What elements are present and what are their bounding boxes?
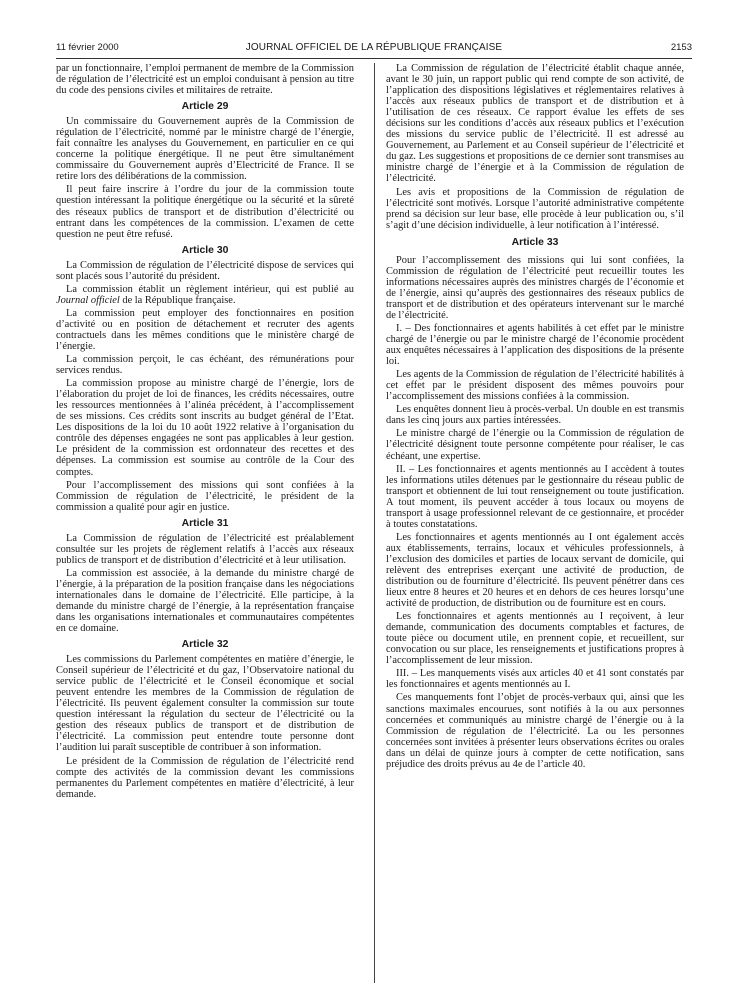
paragraph: Les fonctionnaires et agents mentionnés au I reçoivent, à leur demande, communication des documents comptables et factures, de toute pièce ou document utile, en prennent copie, et recueillent, sur convocation ou sur place, les renseignements et justifications propres à l’accomplissement de leur mission. <box>386 611 684 667</box>
paragraph: Les enquêtes donnent lieu à procès-verbal. Un double en est transmis dans les cinq jours aux parties intéressées. <box>386 404 684 427</box>
paragraph: par un fonctionnaire, l’emploi permanent de membre de la Commission de régulation de l’électricité est un emploi conduisant à pension au titre du code des pensions civiles et militaires de retraite. <box>56 63 354 97</box>
paragraph: Les fonctionnaires et agents mentionnés au I ont également accès aux établissements, terrains, locaux et véhicules professionnels, à l’exclusion des domiciles et parties de locaux servant de domicile, qui relèvent des entreprises exerçant une activité de production, de distribution ou de fourniture d’électricité. Ils peuvent pénétrer dans ces lieux entre 8 heures et 20 heures et en dehors de ces heures lorsqu’une activité de production, de distribution ou de fourniture est en cours. <box>386 531 684 610</box>
header-date: 11 février 2000 <box>56 42 119 53</box>
paragraph: Pour l’accomplissement des missions qui sont confiées à la Commission de régulation de l’électricité, le président de la commission a qualité pour agir en justice. <box>56 479 354 513</box>
paragraph: La Commission de régulation de l’électricité dispose de services qui sont placés sous l’autorité du président. <box>56 259 354 282</box>
article-heading: Article 32 <box>181 639 229 651</box>
paragraph <box>56 284 354 306</box>
paragraph: La commission peut employer des fonctionnaires en position d’activité ou en position de détachement et recruter des agents contractuels dans les mêmes conditions que le ministère chargé de l’énergie. <box>56 307 354 352</box>
page-header <box>56 42 692 56</box>
page-number: 2153 <box>670 42 692 53</box>
paragraph: La commission propose au ministre chargé de l’énergie, lors de l’élaboration du projet de loi de finances, les crédits nécessaires, outre les ressources mentionnées à l’alinéa précédent, à l’accomplissement de ses missions. Ces crédits sont inscrits au budget général de l’Etat. Les dispositions de la loi du 10 août 1922 relative à l’organisation du contrôle des dépenses engagées ne sont pas applicables à leur gestion. Le président de la commission est ordonnateur des recettes et des dépenses. La commission est soumise au contrôle de la Cour des comptes. <box>56 378 354 478</box>
paragraph: I. – Des fonctionnaires et agents habilités à cet effet par le ministre chargé de l’énergie ou par le ministre chargé de l’économie procèdent aux enquêtes nécessaires à l’application des dispositions de la présente loi. <box>386 322 684 368</box>
paragraph: III. – Les manquements visés aux articles 40 et 41 sont constatés par les fonctionnaires et agents mentionnés au I. <box>386 668 684 691</box>
paragraph: II. – Les fonctionnaires et agents mentionnés au I accèdent à toutes les informations utiles détenues par le gestionnaire du réseau public de transport et obtiennent de lui tout renseignement ou toute justification. A tout moment, ils peuvent accéder à tous locaux ou moyens de transport à usage professionnel relevant de ce gestionnaire, et procéder à toutes constatations. <box>386 463 684 530</box>
text-run: de la République française. <box>119 294 236 306</box>
journal-title: JOURNAL OFFICIEL DE LA RÉPUBLIQUE FRANÇAISE <box>245 42 503 53</box>
paragraph: Le ministre chargé de l’énergie ou la Commission de régulation de l’électricité désignent toute personne compétente pour réaliser, le cas échéant, une expertise. <box>386 428 684 462</box>
paragraph: La commission perçoit, le cas échéant, des rémunérations pour services rendus. <box>56 354 354 377</box>
article-heading: Article 31 <box>181 517 229 529</box>
header-rule <box>56 58 692 59</box>
paragraph: Pour l’accomplissement des missions qui lui sont confiées, la Commission de régulation de l’électricité peut recueillir toutes les informations nécessaires auprès des ministres chargés de l’économie et de l’énergie, ainsi qu’auprès des gestionnaires des réseaux publics de transport et de distribution et des opérateurs intervenant sur le marché de l’électricité. <box>386 254 684 321</box>
article-heading: Article 30 <box>181 244 229 256</box>
paragraph: Il peut faire inscrire à l’ordre du jour de la commission toute question intéressant la politique énergétique ou la sécurité et la sûreté des réseaux publics de transport et de distribution d’électricité ou entrant dans les compétences de la commission. L’examen de cette question ne peut être refusé. <box>56 184 354 240</box>
text-run: La commission établit un règlement intérieur, qui est publié au <box>66 283 354 295</box>
paragraph: Un commissaire du Gouvernement auprès de la Commission de régulation de l’électricité, nommé par le ministre chargé de l’énergie, fait connaître les analyses du Gouvernement, en particulier en ce qui concerne la politique énergétique. Il ne peut être simultanément commissaire du Gouvernement auprès d’Electricité de France. Il se retire lors des délibérations de la commission. <box>56 116 354 183</box>
column-divider <box>374 63 375 983</box>
article-heading: Article 29 <box>181 101 229 113</box>
paragraph: Ces manquements font l’objet de procès-verbaux qui, ainsi que les sanctions maximales encourues, sont notifiés à la ou aux personnes concernées et communiqués au ministre chargé de l’énergie ou à la Commission de régulation de l’électricité. La ou les personnes concernées sont invitées à présenter leurs observations écrites ou orales dans un délai de quinze jours à compter de cette notification, sans préjudice des droits prévus au 4e de l’article 40. <box>386 692 684 770</box>
paragraph: La Commission de régulation de l’électricité est préalablement consultée sur les projets de règlement relatifs à l’accès aux réseaux publics de transport et de distribution d’électricité et à leur utilisation. <box>56 532 354 566</box>
paragraph: Les commissions du Parlement compétentes en matière d’énergie, le Conseil supérieur de l’électricité et du gaz, l’Observatoire national du service public de l’électricité et le Conseil économique et social peuvent entendre les membres de la Commission de régulation de l’électricité. Ils peuvent également consulter la commission sur toute question intéressant la régulation du secteur de l’électricité ou la gestion des réseaux publics de transport et de distribution de l’électricité. La commission peut entendre toute personne dont l’audition lui paraît susceptible de contribuer à son information. <box>56 654 354 754</box>
right-column <box>386 63 684 772</box>
paragraph: Le président de la Commission de régulation de l’électricité rend compte des activités de la commission devant les commissions permanentes du Parlement compétentes en matière d’électricité, à leur demande. <box>56 755 354 800</box>
paragraph: Les agents de la Commission de régulation de l’électricité habilités à cet effet par le président disposent des mêmes pouvoirs pour l’accomplissement des missions confiées à la commission. <box>386 369 684 403</box>
left-column <box>56 63 354 802</box>
article-heading: Article 33 <box>511 236 559 248</box>
paragraph: Les avis et propositions de la Commission de régulation de l’électricité sont motivés. Lorsque l’autorité administrative compétente prend sa décision sur leur base, elle procède à leur publication ou, s’il s’agit d’une décision individuelle, à leur notification à l’intéressé. <box>386 186 684 231</box>
paragraph: La commission est associée, à la demande du ministre chargé de l’énergie, à la préparation de la position française dans les négociations internationales dans le domaine de l’électricité. Elle participe, à la demande du ministre chargé de l’énergie, à la représentation française dans les organisations internationales et communautaires compétentes en ce domaine. <box>56 567 354 635</box>
journal-officiel-italic: Journal officiel <box>56 294 120 306</box>
paragraph: La Commission de régulation de l’électricité établit chaque année, avant le 30 juin, un rapport public qui rend compte de son activité, de l’application des dispositions législatives et réglementaires relatives à l’accès aux réseaux publics de transport et de distribution et à l’utilisation de ces réseaux. Ce rapport évalue les effets de ses décisions sur les conditions d’accès aux réseaux publics et l’exécution des missions du service public de l’électricité. Il est adressé au Gouvernement, au Parlement et au Conseil supérieur de l’électricité et du gaz. Les suggestions et propositions de ce dernier sont transmises au ministre chargé de l’énergie et à la Commission de régulation de l’électricité. <box>386 63 684 185</box>
